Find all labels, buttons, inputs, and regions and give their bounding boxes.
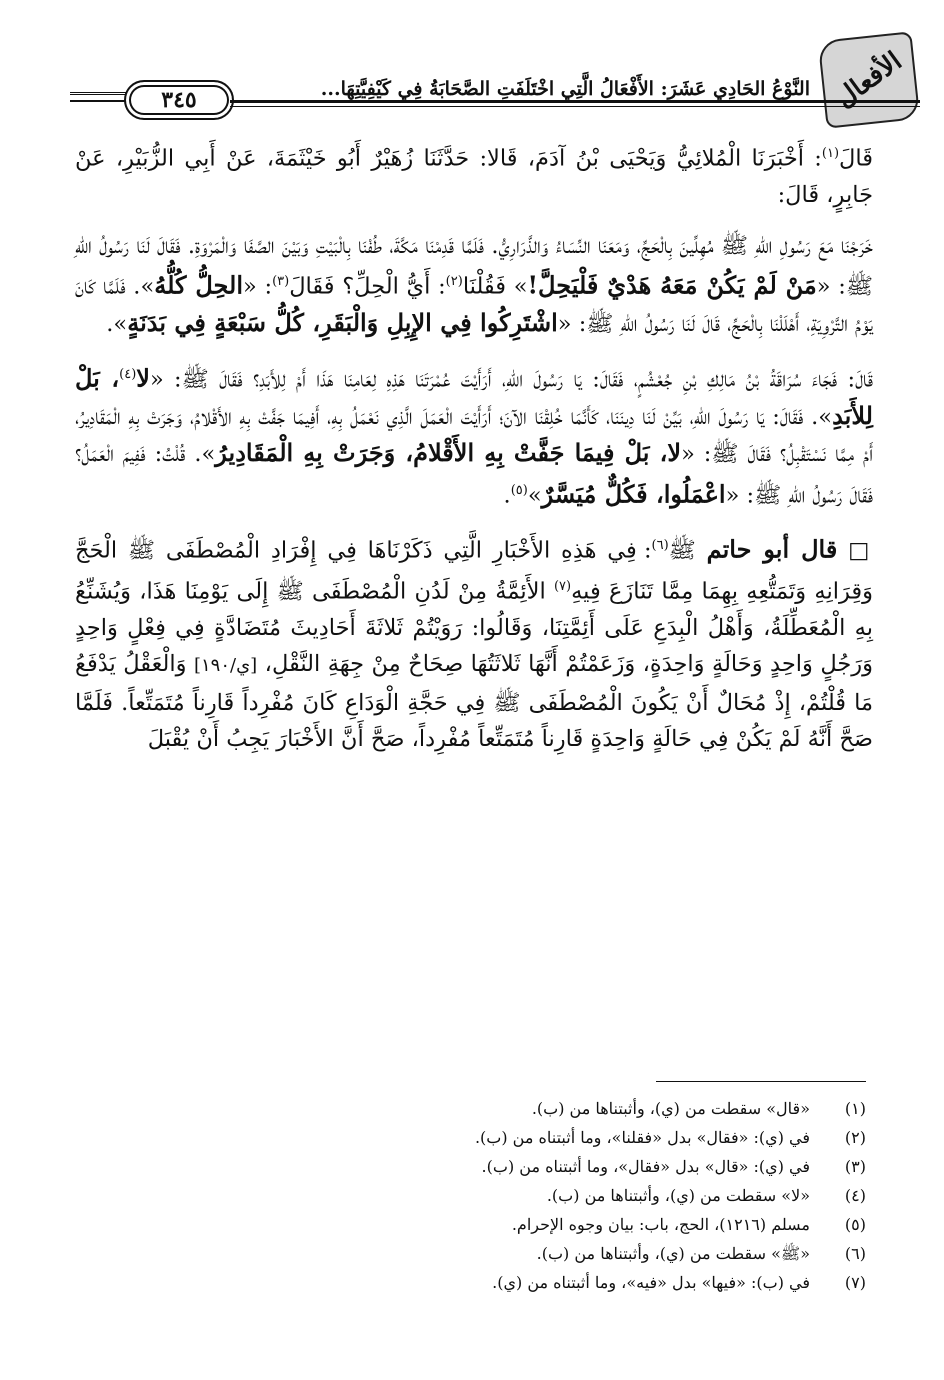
- text-run: خَرَجْنَا مَعَ رَسُولِ اللهِ ﷺ مُهِلِّينَ بِالْحَجِّ، وَمَعَنَا النِّسَاءُ وَالذَّرَارِيُّ. فَلَمَّا قَدِمْنَا مَكَّةَ، طُفْنَا بِالْبَيْتِ وَبَيْنَ الصَّفَا وَالْمَرْوَةِ. فَقَالَ لَنَا رَسُولُ اللهِ ﷺ: «: [75, 232, 873, 300]
- text-run: : أَيُّ الْحِلِّ؟ فَقَالَ: [289, 273, 446, 300]
- footnote-number: (٢): [844, 1128, 866, 1147]
- header-rule: [230, 100, 920, 103]
- footnote-separator: [656, 1081, 866, 1082]
- paragraph-hadith: [75, 228, 873, 343]
- footnote-item: [166, 1152, 866, 1181]
- prophetic-quote: اشْتَرِكُوا فِي الإِبِلِ وَالْبَقَرِ، كُلُّ سَبْعَةٍ فِي بَدَنَةٍ: [127, 308, 558, 337]
- section-mark-icon: □: [848, 537, 874, 563]
- text-run: الأَئِمَّةُ مِنْ لَدُنِ الْمُصْطَفَى ﷺ إِلَى يَوْمِنَا هَذَا، وَيُشَنِّعُ بِهِ الْمُعَطِّلَةُ، وَأَهْلُ الْبِدَعِ عَلَى أَئِمَّتِنَا، وَقَالُوا: رَوَيْتُمْ ثَلاثَةَ أَحَادِيثَ مُتَضَادَّةٍ فِي فِعْلٍ وَاحِدٍ وَرَجُلٍ وَاحِدٍ وَحَالَةٍ وَاحِدَةٍ، وَزَعَمْتُمْ أَنَّهَا ثَلاثَتُهَا صِحَاحٌ مِنْ جِهَةِ النَّقْلِ،: [75, 578, 873, 677]
- footnote-text: في (ب): «فيها» بدل «فيه»، وما أثبتناه من (ي).: [492, 1273, 810, 1292]
- prophetic-quote: مَنْ لَمْ يَكُنْ مَعَهُ هَدْيٌ فَلْيَحِلَّ!: [527, 270, 817, 300]
- text-run: .: [503, 482, 511, 508]
- page-number: ٣٤٥: [124, 80, 234, 120]
- page-header: [60, 36, 920, 126]
- text-run: : أَخْبَرَنَا الْمُلائِيُّ وَيَحْيَى بْنُ آدَمَ، قَالا: حَدَّثَنَا زُهَيْرٌ أَبُو خَيْثَمَةَ، عَنْ أَبِي الزُّبَيْرِ، عَنْ جَابِرٍ، قَالَ:: [75, 145, 873, 208]
- footnote-number: (٥): [844, 1215, 866, 1234]
- paragraph-isnad: [75, 136, 873, 214]
- footnote-item: [166, 1210, 866, 1239]
- text-run: »: [527, 482, 542, 508]
- prophetic-quote: الحِلُّ كُلُّهُ: [154, 270, 244, 300]
- prophetic-quote: ، بَلْ لِلأَبَدِ: [75, 363, 873, 430]
- prophetic-quote: لا: [136, 363, 150, 392]
- footnote-text: مسلم (١٢١٦)، الحج، باب: بيان وجوه الإحرام.: [511, 1215, 810, 1234]
- footnote-number: (٦): [844, 1244, 866, 1263]
- manuscript-ref: [ي/١٩٠]: [193, 655, 258, 676]
- footnote-item: [166, 1239, 866, 1268]
- text-run: ».: [106, 311, 128, 337]
- footnote-ref[interactable]: (٦): [651, 537, 669, 553]
- text-run: : فِي هَذِهِ الأَخْبَارِ الَّتِي ذَكَرْنَاهَا فِي إِفْرَادِ الْمُصْطَفَى ﷺ الْحَجَّ وَقِرَانِهِ وَتَمَتُّعِهِ بِهِمَا مِمَّا تَنَازَعَ فِيهِ: [75, 537, 873, 604]
- footnote-item: [166, 1181, 866, 1210]
- footnote-text: في (ي): «فقال» بدل «فقلنا»، وما أثبتناه من (ب).: [474, 1128, 810, 1147]
- footnote-number: (٤): [844, 1186, 866, 1205]
- running-title: النَّوْعُ الحَادِي عَشَرَ: الأَفْعَالُ الَّتِي اخْتَلَفَتِ الصَّحَابَةُ فِي كَيْفِيَّتِهَا...: [320, 78, 810, 100]
- footnote-text: «لا» سقطت من (ي)، وأثبتناها من (ب).: [546, 1186, 810, 1205]
- footnote-number: (٧): [844, 1273, 866, 1292]
- text-run: : «: [243, 273, 273, 300]
- header-rule: [70, 92, 126, 95]
- footnote-ref[interactable]: (٥): [510, 482, 528, 498]
- footnote-item: [166, 1094, 866, 1123]
- footnote-ref[interactable]: (٣): [272, 274, 290, 289]
- text-run: ». فَقَالَ: يَا رَسُولَ اللهِ، بَيِّنْ لَنَا دِينَنَا، كَأَنَّمَا خُلِقْنَا الآنَ؛ أَرَأَيْتَ الْعَمَلَ الَّذِي نَعْمَلُ بِهِ، أَفِيمَا جَفَّتْ بِهِ الأَقْلامُ، وَجَرَتْ بِهِ الْمَقَادِيرُ، أَمْ مِمَّا نَسْتَقْبِلُ؟ فَقَالَ ﷺ: «: [75, 403, 874, 467]
- chapter-badge: [818, 31, 921, 128]
- footnote-ref[interactable]: (١): [821, 146, 840, 161]
- text-run: وَالْعَقْلُ يَدْفَعُ مَا قُلْتُمْ، إِذْ مُحَالٌ أَنْ يَكُونَ الْمُصْطَفَى ﷺ فِي حَجَّةِ الْوَدَاعِ كَانَ مُفْرِداً قَارِناً مُتَمَتِّعاً. فَلَمَّا صَحَّ أَنَّهُ لَمْ يَكُنْ فِي حَالَةٍ وَاحِدَةٍ قَارِناً مُتَمَتِّعاً مُفْرِداً، صَحَّ أَنَّ الأَخْبَارَ يَجِبُ أَنْ يُقْبَلَ: [75, 651, 873, 752]
- footnote-text: «ﷺ» سقطت من (ي)، وأثبتناها من (ب).: [536, 1244, 810, 1263]
- chapter-badge-label: الأفعال: [830, 46, 908, 114]
- header-rule: [230, 106, 920, 107]
- footnote-text: «قال» سقطت من (ي)، وأثبتناها من (ب).: [531, 1099, 810, 1118]
- text-run: ». قُلْتُ: فَفِيمَ الْعَمَلُ؟ فَقَالَ رَسُولُ اللهِ ﷺ: «: [75, 441, 873, 508]
- page-number-frame: [70, 80, 310, 120]
- paragraph-commentary: [75, 528, 873, 758]
- paragraph-suraqa: [75, 357, 873, 514]
- text-run: قَالَ: فَجَاءَ سُرَاقَةُ بْنُ مَالِكِ بْنِ جُعْشُمٍ، فَقَالَ: يَا رَسُولَ اللهِ، أَرَأَيْتَ عُمْرَتَنَا هَذِهِ لِعَامِنَا هَذَا أَمْ لِلأَبَدِ؟ فَقَالَ ﷺ: «: [149, 366, 873, 392]
- main-text: [75, 136, 873, 772]
- text-run: » فَقُلْنَا: [462, 273, 528, 300]
- author-name: قال أبو حاتم: [706, 534, 838, 563]
- header-rule: [70, 100, 126, 102]
- footnote-number: (١): [844, 1099, 866, 1118]
- prophetic-quote: لا، بَلْ فِيمَا جَفَّتْ بِهِ الأَقْلامُ، وَجَرَتْ بِهِ الْمَقَادِيرُ: [215, 438, 682, 467]
- footnote-number: (٣): [844, 1157, 866, 1176]
- text-run: ﷺ: [668, 537, 707, 563]
- text-run: ». فَلَمَّا كَانَ يَوْمُ التَّرْوِيَةِ، أَهْلَلْنَا بِالْحَجِّ، قَالَ لَنَا رَسُولُ اللهِ ﷺ: «: [75, 273, 873, 337]
- footnote-ref[interactable]: (٢): [445, 274, 463, 289]
- footnote-text: في (ي): «قال» بدل «فقال»، وما أثبتناه من (ب).: [481, 1157, 810, 1176]
- footnote-item: [166, 1123, 866, 1152]
- footnote-ref[interactable]: (٧): [553, 578, 572, 594]
- footnotes: [166, 1094, 866, 1297]
- footnote-item: [166, 1268, 866, 1297]
- text-run: قَالَ: [839, 145, 873, 172]
- prophetic-quote: اعْمَلُوا، فَكُلٌّ مُيَسَّرٌ: [541, 479, 726, 508]
- footnote-ref[interactable]: (٤): [119, 366, 137, 382]
